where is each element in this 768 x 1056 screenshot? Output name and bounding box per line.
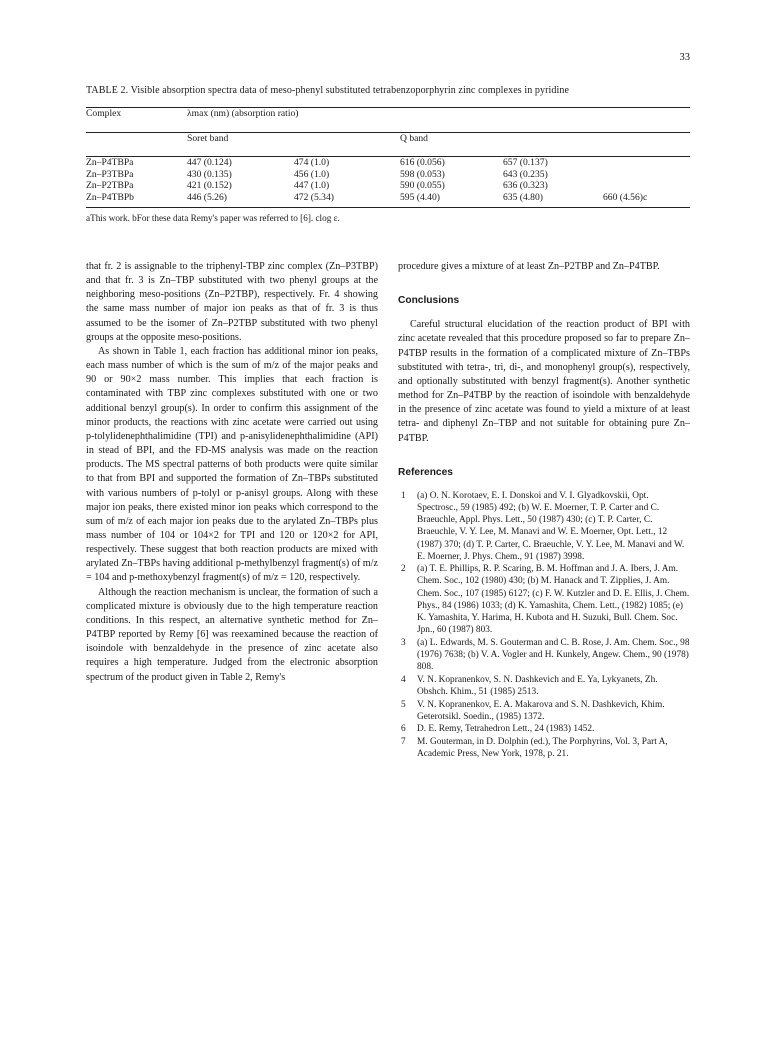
reference-number: 6	[401, 724, 406, 735]
references-heading: References	[398, 466, 453, 478]
reference-number: 7	[401, 737, 406, 747]
reference-item	[398, 637, 690, 673]
header-q-band: Q band	[400, 133, 428, 144]
table-cell-complex: Zn–P4TBPb	[86, 191, 134, 203]
reference-item	[398, 490, 690, 563]
table-cell-q3	[603, 180, 690, 192]
reference-item	[398, 674, 690, 698]
reference-item	[398, 723, 690, 735]
table-cell-s2: 456 (1.0)	[294, 168, 330, 180]
table-cell-complex: Zn–P4TBPa	[86, 157, 134, 168]
table-footnote: aThis work. bFor these data Remy's paper was referred to [6]. clog ε.	[86, 213, 340, 223]
table-caption: TABLE 2. Visible absorption spectra data of meso-phenyl substituted tetrabenzoporphyrin zinc complexes in pyridine	[86, 85, 570, 96]
reference-text: D. E. Remy, Tetrahedron Lett., 24 (1983) 1452.	[417, 724, 595, 735]
paragraph-minor-peaks: As shown in Table 1, each fraction has additional minor ion peaks, each mass number of which is the sum of m/z of the major peaks and 90 or 90×2 mass number. This implies that each fraction is contaminated with TBP zinc complexes substituted with one or two additional benzyl group(s). In order to confirm this assignment of the minor products, the reactions with zinc acetate were carried out using p-tolylidenephthalimidine (TPI) and p-anisylidenephthalimidine (API) in stead of BPI, and the FD-MS analysis was made on the reaction products. The MS spectral patterns of both products were quite similar to that from BPI and supported the formation of Zn–TBPs substituted with various numbers of p-tolyl or p-anisyl groups. Along with these major ion peaks, there existed minor ion peaks which correspond to the sum of m/z of each major ion peaks due to the arylated Zn–TBPs plus mass number of 104 or 104×2 for TPI and 120 or 120×2 for API, respectively. These suggest that both reaction products are mixed with arylated Zn–TBPs having additional p-methylbenzyl fragment(s) of m/z = 104 and p-methoxybenzyl fragment(s) of m/z = 120, respectively.	[86, 345, 378, 584]
table-cell-s2: 472 (5.34)	[294, 191, 334, 203]
table-bottom-rule	[86, 207, 690, 208]
reference-number: 5	[401, 699, 406, 710]
table-cell-q1: 590 (0.055)	[400, 180, 445, 191]
table-row	[86, 169, 690, 181]
header-complex: Complex	[86, 108, 122, 119]
table-cell-q3	[603, 157, 690, 169]
table-cell-s1: 447 (0.124)	[187, 157, 232, 168]
table-cell-q3	[603, 169, 690, 181]
table-body	[86, 157, 690, 203]
table-cell-q2: 657 (0.137)	[503, 157, 548, 168]
right-column	[398, 260, 690, 761]
table-cell-q1: 616 (0.056)	[400, 157, 445, 168]
reference-number: 4	[401, 674, 406, 685]
reference-text: V. N. Kopranenkov, E. A. Makarova and S. N. Dashkevich, Khim. Geterotsikl. Soedin., (1985) 1372.	[417, 699, 665, 722]
reference-text: (a) T. E. Phillips, R. P. Scaring, B. M. Hoffman and J. A. Ibers, J. Am. Chem. Soc., 102 (1980) 430; (b) M. Hanack and T. Zipplies, J. Am. Chem. Soc., 107 (1985) 6127; (c) F. W. Kutzler and D. E. Ellis, J. Chem. Phys., 84 (1986) 1033; (d) K. Yamashita, Chem. Lett., (1982) 1085; (e) K. Yamashita, Y. Harima, H. Kubota and H. Suzuki, Bull. Chem. Soc. Jpn., 60 (1987) 803.	[417, 564, 690, 636]
header-soret-band: Soret band	[187, 133, 229, 144]
table-cell-s1: 446 (5.26)	[187, 191, 227, 203]
table-row	[86, 157, 690, 169]
table-cell-s1: 421 (0.152)	[187, 180, 232, 191]
reference-text: M. Gouterman, in D. Dolphin (ed.), The Porphyrins, Vol. 3, Part A, Academic Press, New York, 1978, p. 21.	[417, 737, 668, 760]
table-row	[86, 180, 690, 192]
table-cell-q2: 643 (0.235)	[503, 168, 548, 180]
left-column	[86, 260, 378, 685]
paragraph-continuation: procedure gives a mixture of at least Zn–P2TBP and Zn–P4TBP.	[398, 261, 660, 272]
reference-text: (a) O. N. Korotaev, E. I. Donskoi and V. I. Glyadkovskii, Opt. Spectrosc., 59 (1985) 492; (b) W. E. Moerner, T. P. Carter and C. Braeuchle, Appl. Phys. Lett., 50 (1987) 430; (c) T. P. Carter, C. Braeuchle, V. Y. Lee, M. Manavi and W. E. Moerner, Opt. Lett., 12 (1987) 370; (d) T. P. Carter, C. Braeuchle, V. Y. Lee, M. Manavi and W. E. Moerner, J. Phys. Chem., 91 (1987) 3998.	[417, 490, 685, 562]
reference-text: (a) L. Edwards, M. S. Gouterman and C. B. Rose, J. Am. Chem. Soc., 98 (1976) 7638; (b) V. A. Vogler and H. Kunkely, Angew. Chem., 90 (1978) 808.	[417, 637, 690, 673]
reference-item	[398, 699, 690, 723]
header-lambda: λmax (nm) (absorption ratio)	[187, 108, 299, 119]
reference-item	[398, 563, 690, 636]
reference-item	[398, 736, 690, 760]
reference-text: V. N. Kopranenkov, S. N. Dashkevich and E. Ya, Lykyanets, Zh. Obshch. Khim., 51 (1985) 2513.	[417, 674, 658, 697]
table-cell-complex: Zn–P2TBPa	[86, 180, 134, 191]
paragraph-reaction-mechanism: Although the reaction mechanism is unclear, the formation of such a complicated mixture is obviously due to the high temperature reaction conditions. In this respect, an alternative synthetic method for Zn–P4TBP reported by Remy [6] was reexamined because the reaction of isoindole with benzaldehyde in the presence of zinc acetate also requires a high temperature. Judged from the electronic absorption spectrum of the product given in Table 2, Remy's	[86, 586, 378, 683]
table-cell-s2: 474 (1.0)	[294, 157, 330, 168]
references-list	[398, 490, 690, 760]
absorption-table	[86, 108, 690, 203]
reference-number: 3	[401, 637, 406, 648]
table-cell-q1: 598 (0.053)	[400, 168, 445, 180]
table-cell-q2: 636 (0.323)	[503, 180, 548, 191]
paragraph-fraction-assignment: that fr. 2 is assignable to the triphenyl-TBP zinc complex (Zn–P3TBP) and that fr. 3 is Zn–TBP substituted with two phenyl groups at the neighboring meso-positions (Zn–P2TBP), respectively. Fr. 4 showing the same mass number of major ion peaks as that of fr. 3 is thus assumed to be the isomer of Zn–P2TBP substituted with two phenyl groups at the opposite meso-positions.	[86, 261, 378, 343]
table-2	[86, 84, 690, 224]
table-row	[86, 192, 690, 204]
conclusions-text: Careful structural elucidation of the reaction product of BPI with zinc acetate revealed that this procedure proposed so far to prepare Zn–P4TBP results in the formation of a complicated mixture of Zn–TBPs substituted with tetra-, tri, di-, and monophenyl group(s), respectively, and optionally substituted with benzyl fragment(s). Another synthetic method for Zn–P4TBP by the reaction of isoindole with benzaldehyde in the presence of zinc acetate was found to yield a mixture of at least tetra- and diphenyl Zn–TBP and not suitable for obtaining pure Zn–P4TBP.	[398, 319, 690, 444]
table-cell-s2: 447 (1.0)	[294, 180, 330, 191]
table-cell-s1: 430 (0.135)	[187, 168, 232, 180]
reference-number: 1	[401, 490, 406, 501]
table-cell-q3: 660 (4.56)c	[603, 191, 648, 203]
table-cell-q1: 595 (4.40)	[400, 191, 440, 203]
table-cell-q2: 635 (4.80)	[503, 191, 543, 203]
conclusions-heading: Conclusions	[398, 295, 460, 307]
table-cell-complex: Zn–P3TBPa	[86, 168, 134, 180]
reference-number: 2	[401, 564, 406, 575]
page-number: 33	[679, 52, 690, 63]
